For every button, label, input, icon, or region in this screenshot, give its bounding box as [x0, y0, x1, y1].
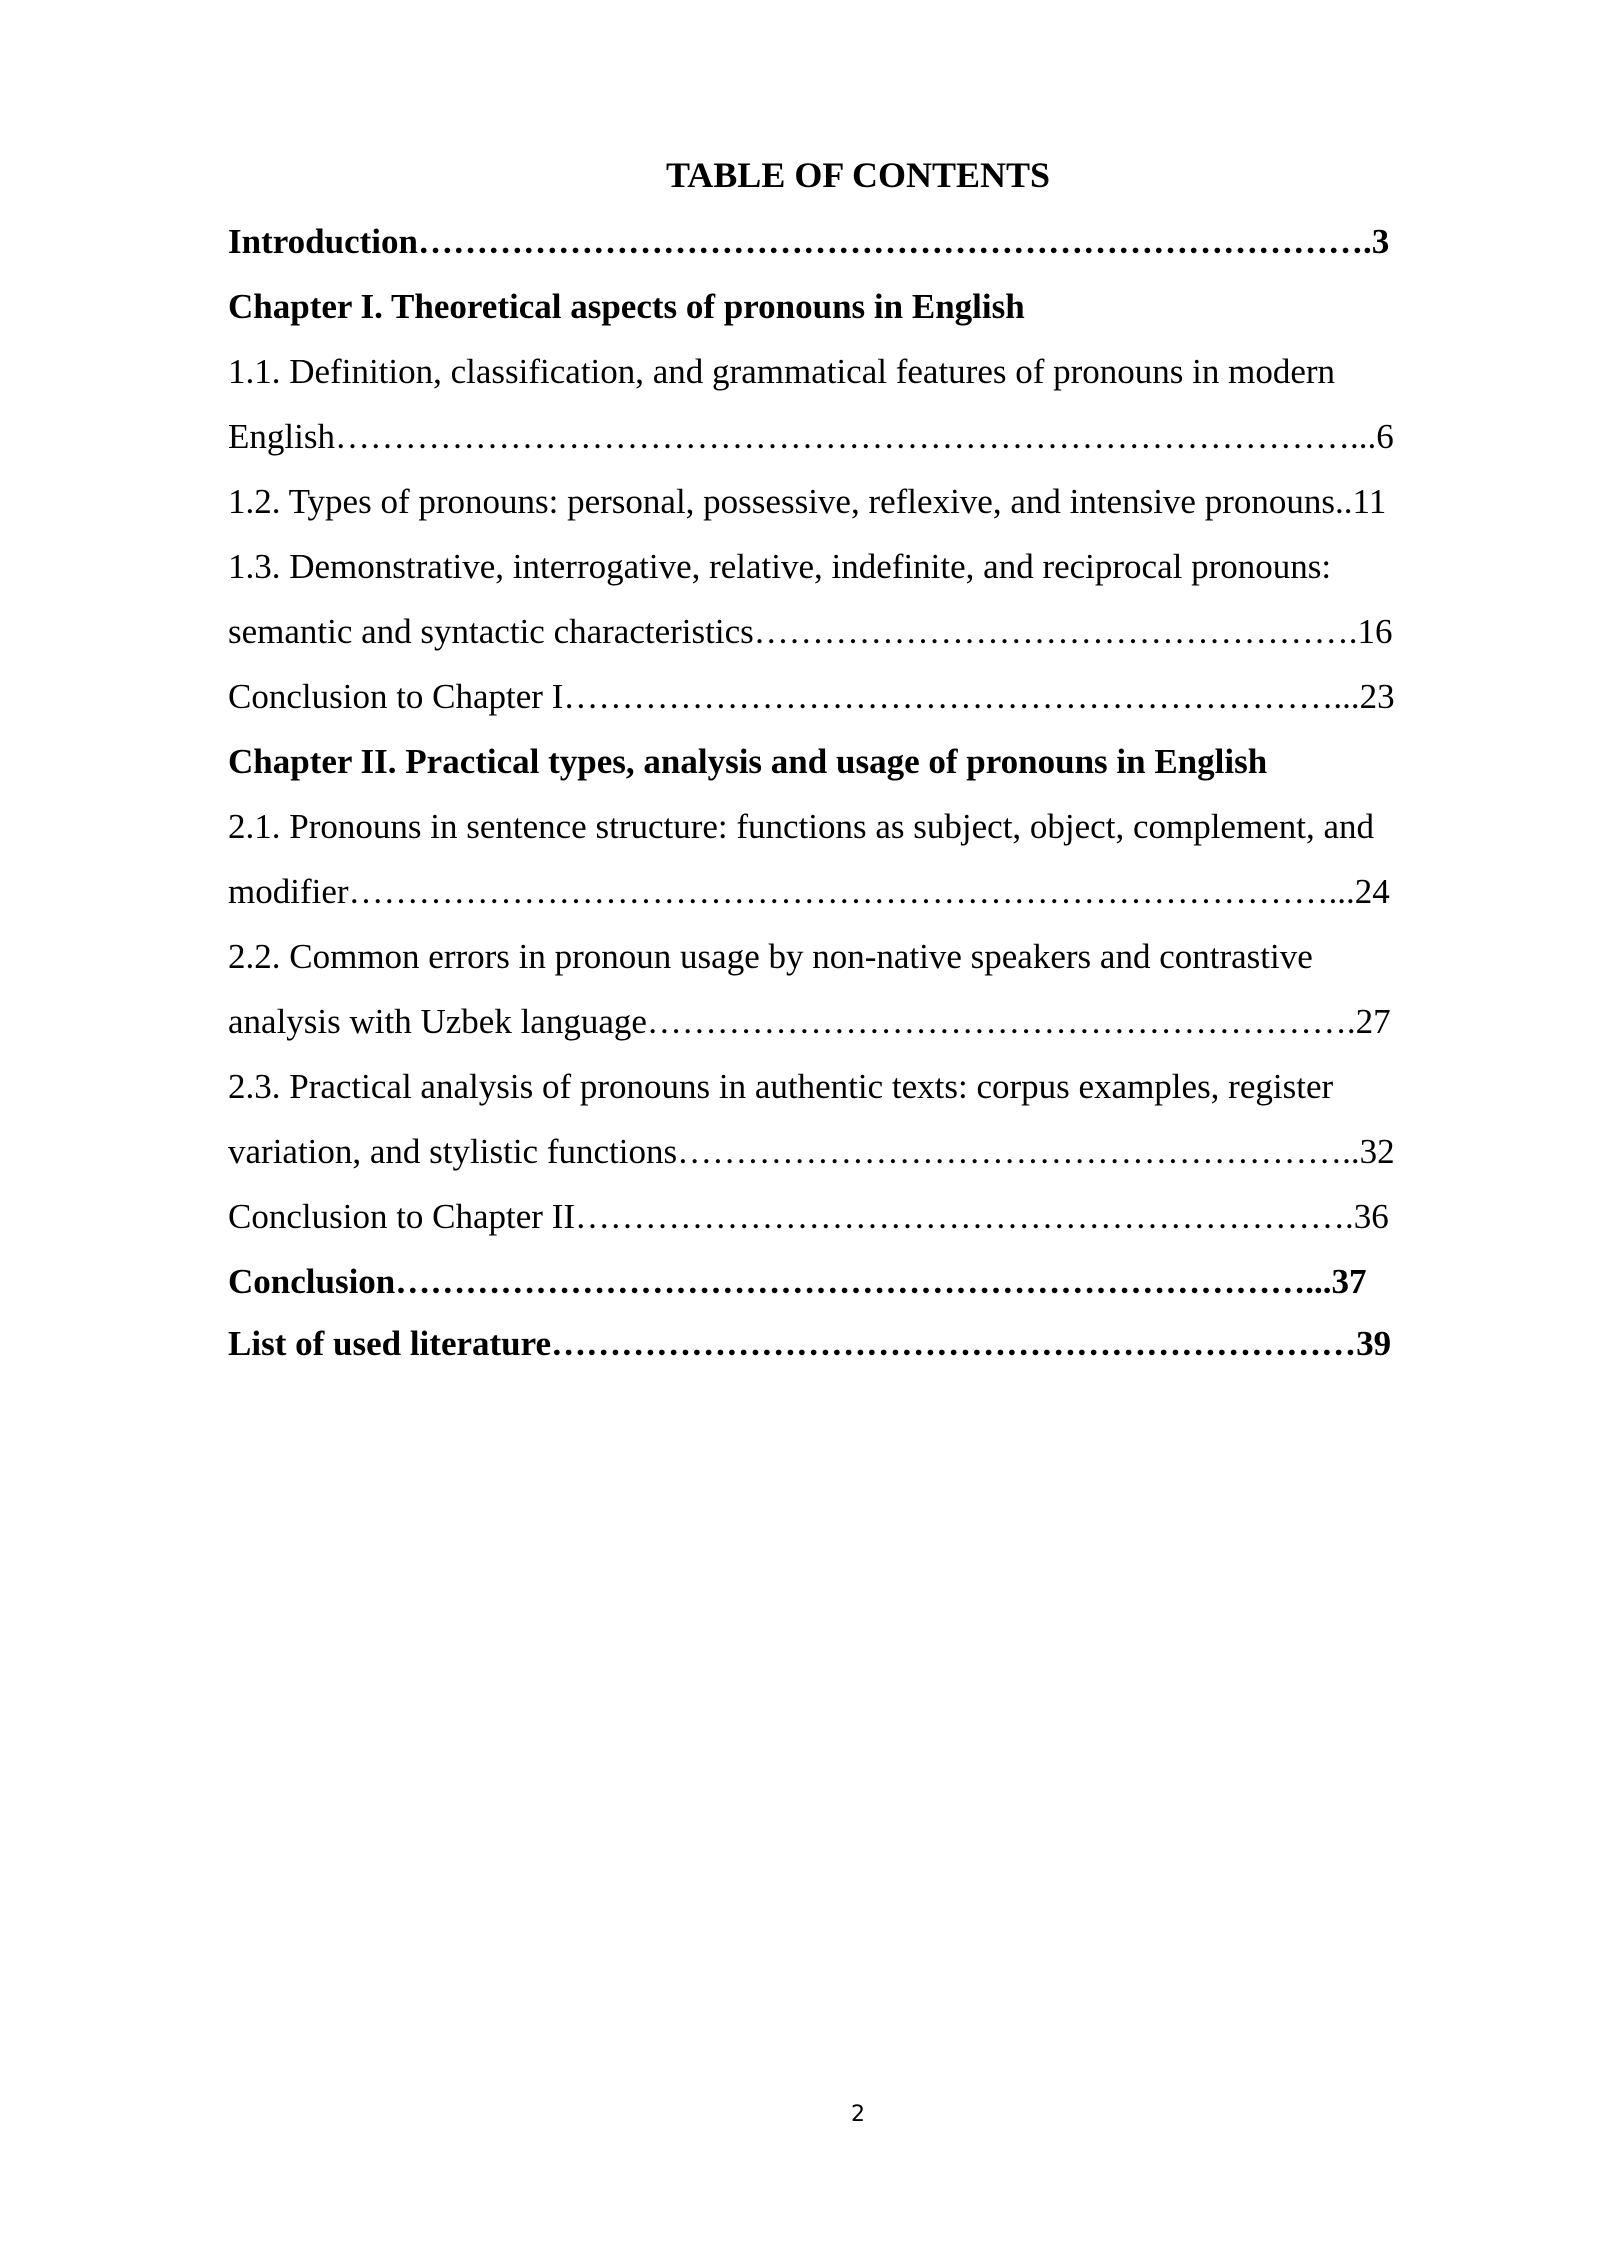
toc-entry-conclusion-chapter-2: Conclusion to Chapter II………………………………………………………….36	[228, 1197, 1389, 1236]
toc-title: TABLE OF CONTENTS	[665, 155, 1051, 195]
toc-entry-introduction: Introduction……………………………………………………………………….3	[228, 222, 1390, 261]
toc-entry-1-1-continued: English……………………………………………………………………………...6	[228, 417, 1394, 456]
toc-entry-1-3-continued: semantic and syntactic characteristics…………………………………………….16	[228, 612, 1393, 651]
toc-heading-chapter-1: Chapter I. Theoretical aspects of pronouns in English	[228, 287, 1025, 326]
toc-entry-2-2-continued: analysis with Uzbek language…………………………………………………….27	[228, 1002, 1391, 1041]
toc-entry-2-3-continued: variation, and stylistic functions…………………………………………………..32	[228, 1132, 1395, 1171]
page-number: 2	[851, 2102, 865, 2127]
toc-entry-2-1-continued: modifier…………………………………………………………………………...24	[228, 872, 1390, 911]
table-of-contents	[228, 215, 1483, 1382]
toc-heading-chapter-2: Chapter II. Practical types, analysis and usage of pronouns in English	[228, 742, 1268, 781]
toc-entry-1-1: 1.1. Definition, classification, and grammatical features of pronouns in modern	[228, 352, 1336, 391]
toc-entry-1-3: 1.3. Demonstrative, interrogative, relative, indefinite, and reciprocal pronouns:	[228, 547, 1332, 586]
toc-entry-literature: List of used literature……………………………………………………………39	[228, 1324, 1392, 1363]
toc-entry-1-2: 1.2. Types of pronouns: personal, possessive, reflexive, and intensive pronouns..11	[228, 482, 1387, 521]
toc-entry-conclusion-chapter-1: Conclusion to Chapter I…………………………………………………………...23	[228, 677, 1395, 716]
toc-entry-2-1: 2.1. Pronouns in sentence structure: functions as subject, object, complement, and	[228, 807, 1374, 846]
toc-entry-conclusion: Conclusion……………………………………………………………………...37	[228, 1262, 1367, 1301]
toc-entry-2-2: 2.2. Common errors in pronoun usage by non-native speakers and contrastive	[228, 937, 1313, 976]
toc-entry-2-3: 2.3. Practical analysis of pronouns in authentic texts: corpus examples, register	[228, 1067, 1334, 1106]
